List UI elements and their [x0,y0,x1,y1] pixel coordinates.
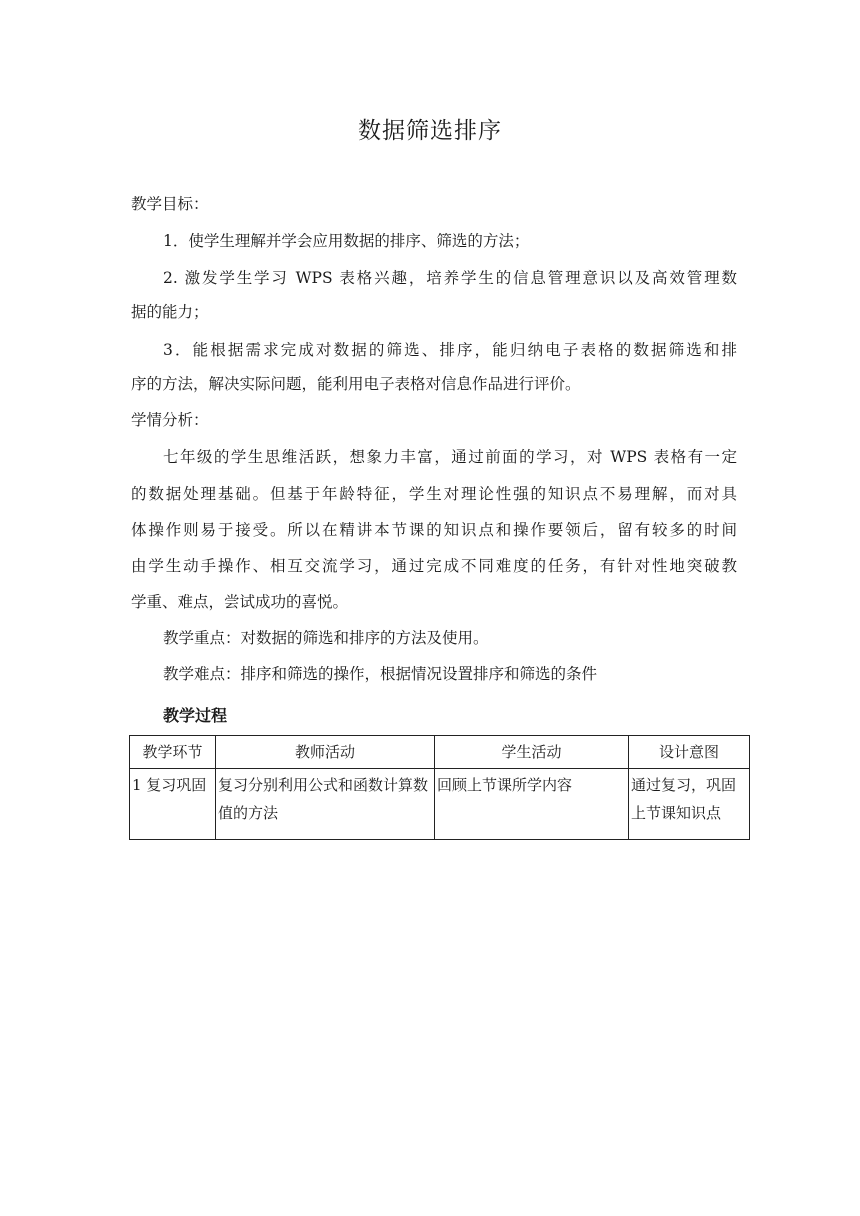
analysis-line-4: 由学生动手操作、相互交流学习，通过完成不同难度的任务，有针对性地突破教 [131,557,737,575]
analysis-heading: 学情分析： [131,411,209,429]
header-student-activity: 学生活动 [435,736,629,769]
analysis-line-5: 学重、难点，尝试成功的喜悦。 [131,593,349,611]
analysis-line-3: 体操作则易于接受。所以在精讲本节课的知识点和操作要领后，留有较多的时间 [131,521,737,539]
document-title: 数据筛选排序 [358,118,502,144]
cell-student-activity: 回顾上节课所学内容 [435,769,629,840]
goal-2-line-1: 2. 激发学生学习 WPS 表格兴趣，培养学生的信息管理意识以及高效管理数 [163,269,737,287]
header-teacher-activity: 教师活动 [216,736,435,769]
cell-design-intent: 通过复习，巩固上节课知识点 [629,769,750,840]
header-design-intent: 设计意图 [629,736,750,769]
goals-heading: 教学目标： [131,195,209,213]
table-header-row [130,736,750,769]
analysis-line-1: 七年级的学生思维活跃，想象力丰富，通过前面的学习，对 WPS 表格有一定 [163,448,737,466]
goal-2-line-2: 据的能力； [131,303,209,321]
goal-3-line-2: 序的方法，解决实际问题，能利用电子表格对信息作品进行评价。 [131,375,581,393]
goal-3-line-1: 3．能根据需求完成对数据的筛选、排序，能归纳电子表格的数据筛选和排 [163,341,737,359]
goal-1: 1．使学生理解并学会应用数据的排序、筛选的方法； [163,232,530,250]
difficulty: 教学难点：排序和筛选的操作，根据情况设置排序和筛选的条件 [163,665,598,683]
key-point: 教学重点：对数据的筛选和排序的方法及使用。 [163,629,489,647]
process-heading: 教学过程 [163,706,228,725]
table-row [130,769,750,840]
cell-teacher-activity: 复习分别利用公式和函数计算数值的方法 [216,769,435,840]
analysis-line-2: 的数据处理基础。但基于年龄特征，学生对理论性强的知识点不易理解，而对具 [131,485,737,503]
header-stage: 教学环节 [130,736,216,769]
teaching-process-table [129,735,750,840]
cell-stage: 1 复习巩固 [130,769,216,840]
